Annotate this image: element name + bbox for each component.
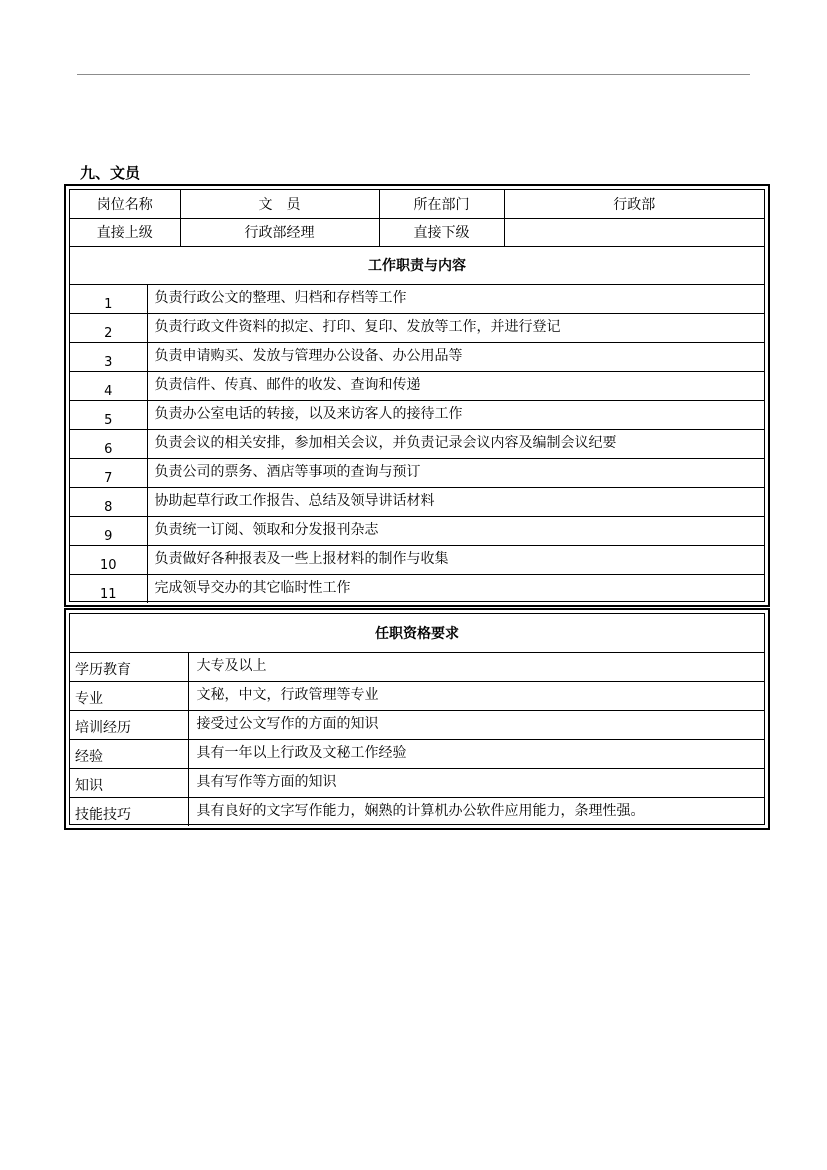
duty-number: 7 [70,458,147,487]
basic-info-row [70,190,764,218]
duty-text: 完成领导交办的其它临时性工作 [147,574,764,603]
duty-number: 2 [70,313,147,342]
duties-heading: 工作职责与内容 [70,246,764,284]
qualification-row [70,797,764,826]
qualification-row [70,768,764,797]
duty-row [70,400,764,429]
duty-row [70,487,764,516]
qualification-value: 具有写作等方面的知识 [188,768,764,797]
qualification-value: 具有一年以上行政及文秘工作经验 [188,739,764,768]
duty-row [70,284,764,313]
duty-number: 8 [70,487,147,516]
duty-row [70,574,764,603]
duty-number: 9 [70,516,147,545]
header-rule [77,74,750,75]
qualification-value: 文秘，中文，行政管理等专业 [188,681,764,710]
department-label: 所在部门 [379,190,504,218]
qualification-label: 学历教育 [70,652,188,681]
duty-number: 1 [70,284,147,313]
duty-text: 负责办公室电话的转接，以及来访客人的接待工作 [147,400,764,429]
duty-row [70,342,764,371]
duty-row [70,429,764,458]
duty-number: 3 [70,342,147,371]
job-description-table [70,190,764,603]
section-title: 九、文员 [80,164,141,182]
qualifications-heading: 任职资格要求 [70,614,764,652]
duty-number: 6 [70,429,147,458]
subordinate-value [504,218,764,246]
qualifications-frame [64,608,770,830]
duty-row [70,371,764,400]
duty-number: 10 [70,545,147,574]
superior-value: 行政部经理 [180,218,379,246]
qualification-label: 技能技巧 [70,797,188,826]
duty-row [70,545,764,574]
duty-text: 负责行政公文的整理、归档和存档等工作 [147,284,764,313]
subordinate-label: 直接下级 [379,218,504,246]
duty-text: 负责公司的票务、酒店等事项的查询与预订 [147,458,764,487]
department-value: 行政部 [504,190,764,218]
qualification-row [70,710,764,739]
duty-text: 负责信件、传真、邮件的收发、查询和传递 [147,371,764,400]
job-description-frame [64,184,770,607]
qualifications-table [70,614,764,826]
duty-text: 负责行政文件资料的拟定、打印、复印、发放等工作，并进行登记 [147,313,764,342]
duty-text: 负责做好各种报表及一些上报材料的制作与收集 [147,545,764,574]
qualification-row [70,739,764,768]
duty-number: 11 [70,574,147,603]
duty-row [70,516,764,545]
duties-heading-row [70,246,764,284]
qualification-value: 大专及以上 [188,652,764,681]
qualification-label: 培训经历 [70,710,188,739]
qualification-row [70,652,764,681]
duty-text: 负责会议的相关安排，参加相关会议，并负责记录会议内容及编制会议纪要 [147,429,764,458]
qualifications-heading-row [70,614,764,652]
basic-info-row [70,218,764,246]
duty-row [70,313,764,342]
position-label: 岗位名称 [70,190,180,218]
position-value: 文 员 [180,190,379,218]
qualification-label: 知识 [70,768,188,797]
duty-text: 协助起草行政工作报告、总结及领导讲话材料 [147,487,764,516]
duty-row [70,458,764,487]
qualification-label: 专业 [70,681,188,710]
duty-number: 5 [70,400,147,429]
qualification-row [70,681,764,710]
superior-label: 直接上级 [70,218,180,246]
qualification-value: 具有良好的文字写作能力，娴熟的计算机办公软件应用能力，条理性强。 [188,797,764,826]
duty-number: 4 [70,371,147,400]
qualification-label: 经验 [70,739,188,768]
duty-text: 负责统一订阅、领取和分发报刊杂志 [147,516,764,545]
qualification-value: 接受过公文写作的方面的知识 [188,710,764,739]
duty-text: 负责申请购买、发放与管理办公设备、办公用品等 [147,342,764,371]
